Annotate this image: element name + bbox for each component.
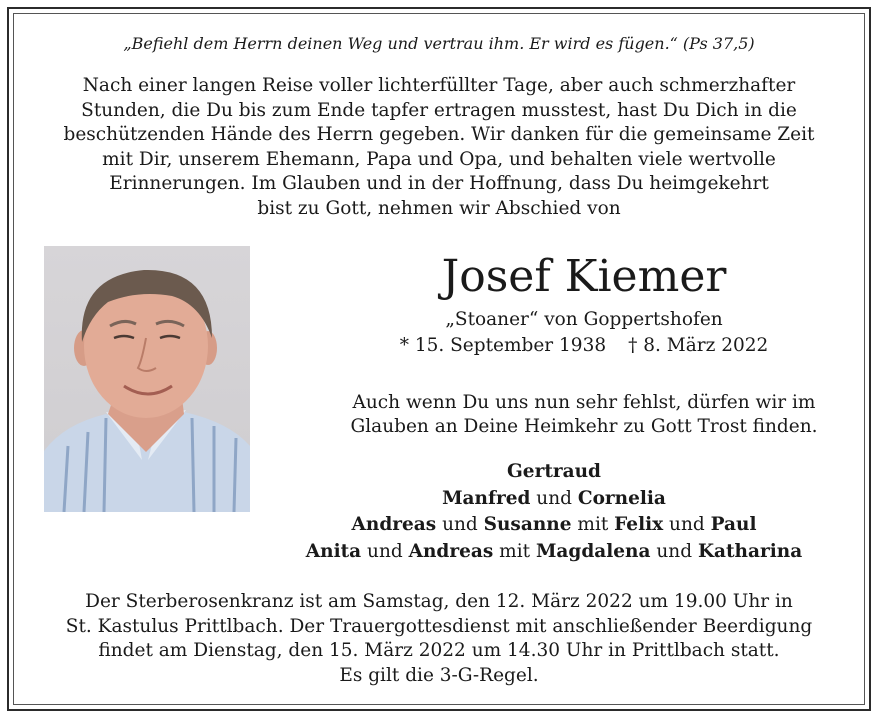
family-member: Andreas bbox=[351, 514, 437, 535]
portrait-photo bbox=[44, 246, 250, 512]
intro-line: bist zu Gott, nehmen wir Abschied von bbox=[257, 197, 621, 219]
connector-word: und bbox=[663, 514, 711, 535]
comfort-text bbox=[300, 391, 868, 439]
intro-line: beschützenden Hände des Herrn gegeben. Wir danken für die gemeinsame Zeit bbox=[63, 124, 815, 145]
family-member: Magdalena bbox=[535, 540, 651, 562]
family-member: Susanne bbox=[483, 514, 572, 535]
family-list bbox=[270, 459, 838, 565]
psalm-quote: „Befiehl dem Herrn deinen Weg und vertrau ihm. Er wird es fügen.“ (Ps 37,5) bbox=[123, 34, 755, 53]
connector-word: und bbox=[361, 540, 409, 562]
connector-word: und bbox=[650, 540, 698, 562]
life-dates bbox=[300, 334, 868, 358]
intro-line: Stunden, die Du bis zum Ende tapfer ertragen musstest, hast Du Dich in die bbox=[81, 99, 797, 121]
family-line bbox=[270, 539, 838, 566]
service-line: Der Sterberosenkranz ist am Samstag, den 12. März 2022 um 19.00 Uhr in bbox=[85, 591, 793, 612]
family-line bbox=[270, 512, 838, 539]
family-line bbox=[270, 459, 838, 486]
service-line: St. Kastulus Prittlbach. Der Trauergottesdienst mit anschließender Beerdigung bbox=[65, 615, 813, 637]
family-member: Cornelia bbox=[577, 487, 666, 509]
deceased-name: Josef Kiemer bbox=[441, 251, 727, 302]
service-line: Es gilt die 3-G-Regel. bbox=[339, 664, 539, 686]
intro-line: Nach einer langen Reise voller lichterfüllter Tage, aber auch schmerzhafter bbox=[82, 75, 796, 96]
death-date: † 8. März 2022 bbox=[628, 335, 769, 356]
intro-text bbox=[20, 74, 858, 221]
connector-word: und bbox=[436, 514, 484, 535]
family-member: Paul bbox=[710, 514, 757, 535]
connector-word: und bbox=[530, 487, 578, 509]
birth-date: * 15. September 1938 bbox=[399, 335, 607, 356]
family-member: Felix bbox=[614, 514, 664, 535]
connector-word: mit bbox=[571, 514, 615, 535]
comfort-line: Glauben an Deine Heimkehr zu Gott Trost finden. bbox=[350, 416, 818, 437]
service-info bbox=[20, 590, 858, 688]
portrait-illustration bbox=[44, 246, 250, 512]
intro-line: mit Dir, unserem Ehemann, Papa und Opa, und behalten viele wertvolle bbox=[102, 148, 776, 170]
family-member: Andreas bbox=[408, 540, 494, 562]
intro-line: Erinnerungen. Im Glauben und in der Hoffnung, dass Du heimgekehrt bbox=[109, 173, 769, 194]
family-member: Gertraud bbox=[507, 461, 601, 482]
family-member: Manfred bbox=[442, 487, 531, 509]
connector-word: mit bbox=[493, 540, 536, 562]
family-member: Anita bbox=[305, 540, 362, 562]
service-line: findet am Dienstag, den 15. März 2022 um 14.30 Uhr in Prittlbach statt. bbox=[98, 640, 780, 661]
family-member: Katharina bbox=[697, 540, 803, 562]
comfort-line: Auch wenn Du uns nun sehr fehlst, dürfen wir im bbox=[352, 392, 816, 413]
family-line bbox=[270, 486, 838, 513]
deceased-nickname: „Stoaner“ von Goppertshofen bbox=[445, 309, 723, 330]
